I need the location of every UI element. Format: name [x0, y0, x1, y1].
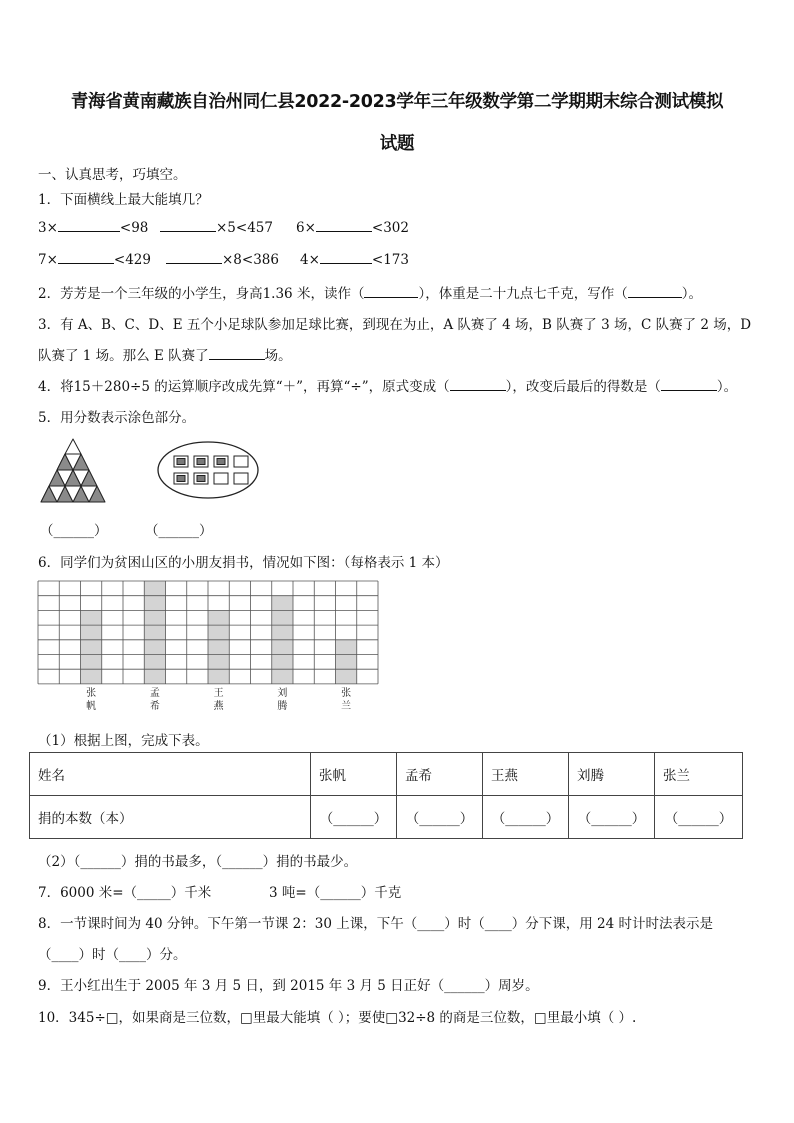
bar-chart: [37, 580, 381, 714]
answer-blank[interactable]: [364, 285, 418, 298]
q1-item-3: 6× <302: [296, 220, 409, 236]
category-label: 兰: [341, 700, 352, 712]
answer-blank[interactable]: [628, 285, 682, 298]
square-shaded: [177, 476, 185, 482]
answer-blank[interactable]: [160, 219, 216, 232]
triangle-figure: [40, 438, 108, 504]
square-shaded: [197, 459, 205, 465]
question-9: 9．王小红出生于 2005 年 3 月 5 日，到 2015 年 3 月 5 日正好（______）周岁。: [38, 978, 539, 994]
square-empty: [214, 473, 228, 484]
bar-孟希: [144, 581, 165, 684]
answer-blank[interactable]: [58, 251, 114, 264]
q5-answer-2[interactable]: （______）: [145, 523, 213, 539]
table-header-cell: 姓名: [30, 753, 311, 796]
table-header-cell: 张兰: [655, 753, 743, 796]
q1-item-5: ×8<386: [166, 251, 279, 268]
q6-sub1: （1）根据上图，完成下表。: [38, 733, 209, 749]
question-3: 3．有 A、B、C、D、E 五个小足球队参加足球比赛，到现在为止，A 队赛了 4 场，B 队赛了 3 场，C 队赛了 2 场，D: [38, 317, 752, 333]
question-3-line2: 队赛了 1 场。那么 E 队赛了 场。: [38, 348, 292, 364]
category-label: 王: [213, 687, 224, 699]
answer-blank[interactable]: [166, 251, 222, 264]
bar-张兰: [336, 640, 357, 684]
oval-outline: [158, 442, 258, 498]
q1-item-2: ×5<457: [160, 219, 273, 236]
category-label: 张: [86, 687, 97, 699]
question-7a: 7．6000 米=（_____）千米: [38, 885, 212, 901]
question-8-line2: （____）时（____）分。: [38, 947, 187, 963]
donation-table: [29, 752, 743, 839]
table-header-cell: 王燕: [483, 753, 569, 796]
question-1: 1．下面横线上最大能填几？: [38, 192, 209, 208]
table-row: [30, 796, 743, 839]
answer-blank[interactable]: [661, 378, 717, 391]
answer-cell[interactable]: （______）: [655, 796, 743, 839]
table-row-label: 捐的本数（本）: [30, 796, 311, 839]
category-label: 燕: [213, 700, 224, 712]
question-10: 10．345÷□，如果商是三位数，□里最大能填（ ）；要使□32÷8 的商是三位数，□里最小填（ ）.: [38, 1010, 637, 1026]
question-7b: 3 吨=（______）千克: [269, 885, 402, 901]
answer-blank[interactable]: [320, 251, 372, 264]
question-4: 4．将15＋280÷5 的运算顺序改成先算“＋”，再算“÷”，原式变成（ ），改变后最后的得数是（ ）。: [38, 379, 738, 395]
category-label: 希: [149, 700, 160, 712]
q1-item-1: 3× <98: [38, 220, 149, 236]
question-2: 2．芳芳是一个三年级的小学生，身高1.36 米，读作（ ），体重是二十九点七千克，写作（ ）。: [38, 286, 702, 302]
table-header-cell: 孟希: [397, 753, 483, 796]
category-label: 孟: [149, 687, 160, 699]
question-6: 6．同学们为贫困山区的小朋友捐书，情况如下图：（每格表示 1 本）: [38, 555, 449, 571]
square-shaded: [177, 459, 185, 465]
triangle-piece: [65, 439, 81, 454]
question-8: 8．一节课时间为 40 分钟。下午第一节课 2：30 上课，下午（____）时（____）分下课，用 24 时计时法表示是: [38, 916, 713, 932]
oval-squares-figure: [156, 440, 260, 500]
answer-blank[interactable]: [58, 219, 120, 232]
category-label: 刘: [277, 687, 288, 699]
table-header-cell: 刘腾: [569, 753, 655, 796]
q1-item-6: 4× <173: [300, 252, 409, 268]
square-empty: [234, 456, 248, 467]
question-5: 5．用分数表示涂色部分。: [38, 410, 196, 426]
page-title-line2: 试题: [379, 134, 415, 154]
answer-blank[interactable]: [450, 378, 506, 391]
table-header-cell: 张帆: [311, 753, 397, 796]
answer-blank[interactable]: [209, 347, 265, 360]
bar-王燕: [208, 610, 229, 684]
page-title: 青海省黄南藏族自治州同仁县2022-2023学年三年级数学第二学期期末综合测试模拟: [70, 92, 724, 112]
square-empty: [234, 473, 248, 484]
answer-cell[interactable]: （______）: [311, 796, 397, 839]
category-label: 张: [341, 687, 352, 699]
q1-item-4: 7× <429: [38, 252, 151, 268]
answer-cell[interactable]: （______）: [397, 796, 483, 839]
bar-张帆: [81, 610, 102, 684]
category-label: 帆: [86, 700, 97, 712]
q5-answer-1[interactable]: （______）: [40, 523, 108, 539]
answer-cell[interactable]: （______）: [483, 796, 569, 839]
section-heading: 一、认真思考，巧填空。: [38, 167, 187, 183]
answer-blank[interactable]: [316, 219, 372, 232]
square-shaded: [217, 459, 225, 465]
square-shaded: [197, 476, 205, 482]
q6-sub2: （2）（______）捐的书最多，（______）捐的书最少。: [38, 854, 358, 870]
table-row: [30, 753, 743, 796]
category-label: 腾: [277, 700, 288, 712]
answer-cell[interactable]: （______）: [569, 796, 655, 839]
